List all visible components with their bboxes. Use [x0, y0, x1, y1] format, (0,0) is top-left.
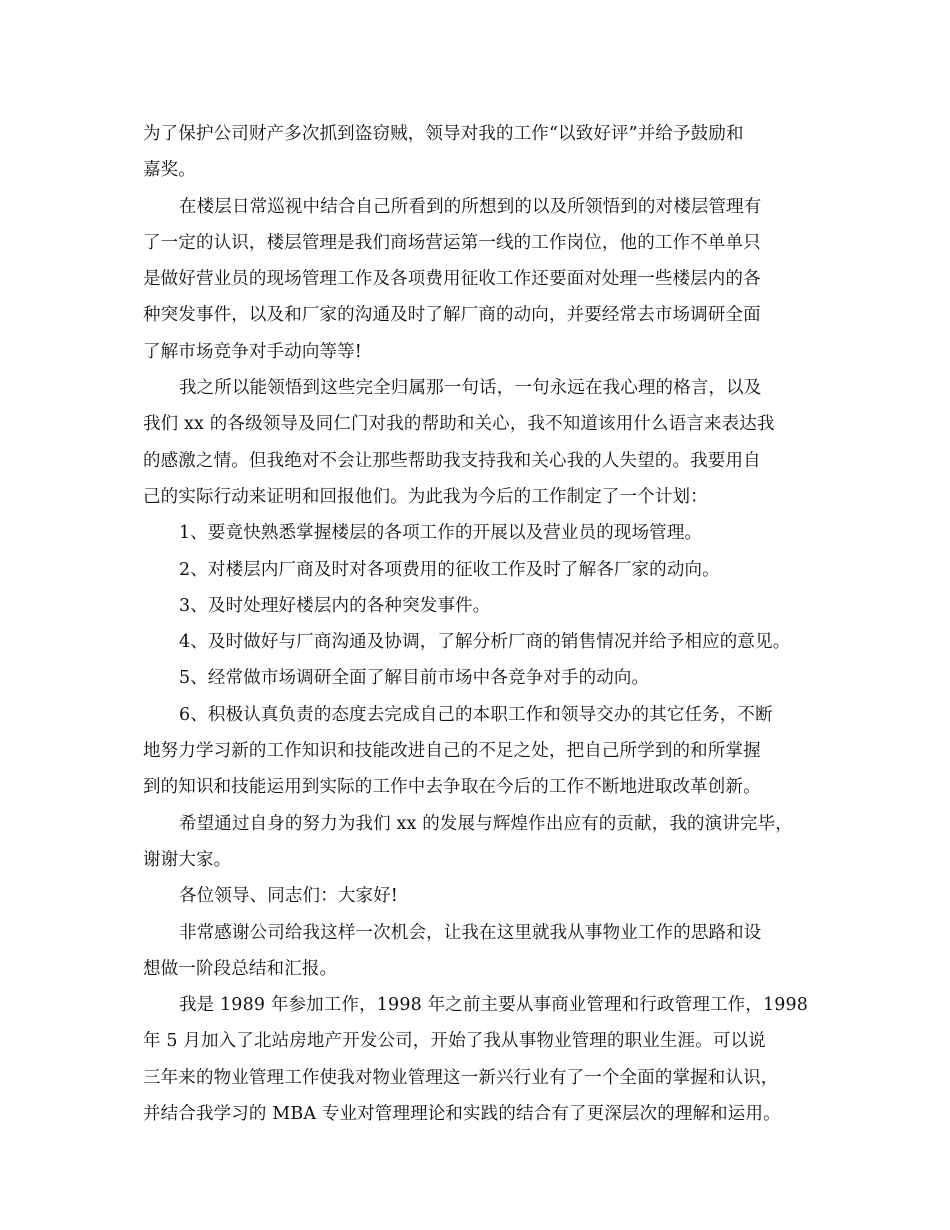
- text-line: 我们 xx 的各级领导及同仁门对我的帮助和关心，我不知道该用什么语言来表达我: [143, 414, 775, 435]
- document-body: [143, 116, 815, 1132]
- text-line: 了解市场竞争对手动向等等!: [143, 341, 362, 362]
- text-line: 想做一阶段总结和汇报。: [143, 958, 338, 979]
- text-line: 5、经常做市场调研全面了解目前市场中各竞争对手的动向。: [179, 668, 650, 689]
- text-line: 己的实际行动来证明和回报他们。为此我为今后的工作制定了一个计划：: [143, 486, 708, 507]
- text-line: 3、及时处理好楼层内的各种突发事件。: [179, 595, 491, 616]
- text-line: 并结合我学习的 MBA 专业对管理理论和实践的结合有了更深层次的理解和运用。: [143, 1104, 781, 1125]
- text-line: 我之所以能领悟到这些完全归属那一句话，一句永远在我心理的格言，以及: [179, 378, 762, 399]
- text-line: 谢谢大家。: [143, 849, 232, 870]
- text-line: 年 5 月加入了北站房地产开发公司，开始了我从事物业管理的职业生涯。可以说: [143, 1031, 766, 1052]
- text-line: 4、及时做好与厂商沟通及协调，了解分析厂商的销售情况并给予相应的意见。: [179, 632, 791, 653]
- text-line: 希望通过自身的努力为我们 xx 的发展与辉煌作出应有的贡献，我的演讲完毕，: [179, 813, 793, 834]
- text-line: 种突发事件，以及和厂家的沟通及时了解厂商的动向，并要经常去市场调研全面: [143, 305, 761, 326]
- text-line: 三年来的物业管理工作使我对物业管理这一新兴行业有了一个全面的掌握和认识，: [143, 1067, 779, 1088]
- text-line: 1、要竟快熟悉掌握楼层的各项工作的开展以及营业员的现场管理。: [179, 523, 703, 544]
- text-line: 到的知识和技能运用到实际的工作中去争取在今后的工作不断地进取改革创新。: [143, 777, 761, 798]
- text-line: 非常感谢公司给我这样一次机会，让我在这里就我从事物业工作的思路和设: [179, 922, 762, 943]
- text-line: 2、对楼层内厂商及时对各项费用的征收工作及时了解各厂家的动向。: [179, 559, 720, 580]
- text-line: 各位领导、同志们：大家好!: [179, 886, 398, 907]
- text-line: 的感激之情。但我绝对不会让那些帮助我支持我和关心我的人失望的。我要用自: [143, 450, 761, 471]
- text-line: 为了保护公司财产多次抓到盗窃贼，领导对我的工作“以致好评”并给予鼓励和: [143, 124, 744, 144]
- text-line: 6、积极认真负责的态度去完成自己的本职工作和领导交办的其它任务，不断: [179, 704, 773, 725]
- text-line: 我是 1989 年参加工作，1998 年之前主要从事商业管理和行政管理工作，1998: [179, 995, 809, 1016]
- text-line: 了一定的认识，楼层管理是我们商场营运第一线的工作岗位，他的工作不单单只: [143, 232, 761, 253]
- text-line: 在楼层日常巡视中结合自己所看到的所想到的以及所领悟到的对楼层管理有: [179, 196, 762, 217]
- text-line: 嘉奖。: [143, 160, 196, 181]
- text-line: 是做好营业员的现场管理工作及各项费用征收工作还要面对处理一些楼层内的各: [143, 269, 761, 290]
- text-line: 地努力学习新的工作知识和技能改进自己的不足之处，把自己所学到的和所掌握: [143, 741, 761, 762]
